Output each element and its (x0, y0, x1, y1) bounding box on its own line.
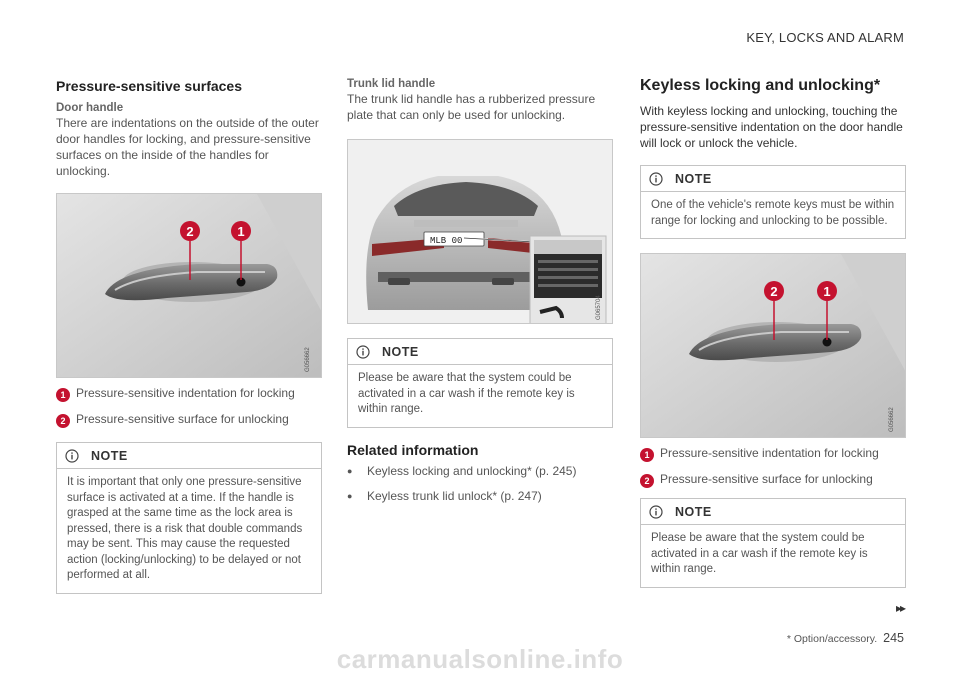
page-footer (787, 631, 904, 645)
bullet-icon: ● (347, 490, 353, 501)
note-box (56, 442, 322, 594)
info-icon (65, 449, 79, 463)
note-label: NOTE (91, 448, 128, 463)
page-section-title: KEY, LOCKS AND ALARM (746, 30, 904, 45)
note-label: NOTE (675, 171, 712, 186)
note-text: Please be aware that the system could be activated in a car wash if the remote key is within range. (651, 532, 868, 575)
callout-item (640, 446, 906, 462)
note-header (641, 166, 905, 192)
note-header (641, 499, 905, 525)
figure-code: G056662 (305, 347, 311, 372)
callout-text: Pressure-sensitive surface for unlocking (660, 472, 873, 486)
note-label: NOTE (382, 344, 419, 359)
continue-arrow-icon: ▸▸ (895, 601, 904, 615)
note-text: It is important that only one pressure-sensitive surface is activated at a time. If the handle is grasped at the same time as the lock area is pressed, there is a risk that double commands may be sent. This may cause the requested action (locking/unlocking) to be delayed or not performed at all. (67, 476, 303, 581)
related-list (347, 464, 613, 504)
column-trunk-lid (347, 78, 613, 514)
note-box (640, 498, 906, 588)
related-heading: Related information (347, 441, 479, 458)
note-box (640, 165, 906, 239)
callout-badge: 2 (56, 414, 70, 428)
related-link-text[interactable]: Keyless locking and unlocking* (p. 245) (367, 463, 577, 478)
callout-badge: 1 (640, 448, 654, 462)
callout-badge: 1 (56, 388, 70, 402)
note-label: NOTE (675, 504, 712, 519)
trunk-lid-figure (347, 139, 613, 324)
keyless-heading: Keyless locking and unlocking* (640, 77, 881, 94)
figure-callout-1: 1 (237, 224, 245, 239)
callout-list (56, 386, 322, 428)
note-box (347, 338, 613, 428)
note-text: Please be aware that the system could be activated in a car wash if the remote key is within range. (358, 372, 575, 415)
trunk-lid-paragraph: The trunk lid handle has a rubberized pressure plate that can only be used for unlocking. (347, 92, 596, 122)
figure-callout-2: 2 (186, 224, 194, 239)
door-handle-paragraph: There are indentations on the outside of the outer door handles for locking, and pressure-sensitive surfaces on the inside of the handles for unlocking. (56, 116, 319, 178)
subheading-trunk-lid-handle: Trunk lid handle (347, 78, 436, 90)
info-icon (649, 505, 663, 519)
keyless-paragraph: With keyless locking and unlocking, touching the pressure-sensitive indentation on the door handle will lock or unlock the vehicle. (640, 104, 903, 150)
callout-badge: 2 (640, 474, 654, 488)
column-keyless (640, 78, 906, 588)
callout-text: Pressure-sensitive indentation for locking (76, 386, 295, 400)
figure-code: G065704 (596, 295, 602, 320)
bullet-icon: ● (347, 465, 353, 476)
callout-text: Pressure-sensitive indentation for locking (660, 446, 879, 460)
related-link[interactable] (347, 489, 613, 504)
section-heading: Pressure-sensitive surfaces (56, 78, 242, 94)
note-header (348, 339, 612, 365)
door-handle-figure (640, 253, 906, 438)
footnote: * Option/accessory. (786, 633, 878, 645)
page-number: 245 (883, 631, 904, 645)
note-text: One of the vehicle's remote keys must be within range for locking and unlocking to be possible. (651, 199, 895, 227)
figure-code: G056662 (889, 407, 895, 432)
note-header (57, 443, 321, 469)
figure-callout-2: 2 (770, 284, 778, 299)
figure-callout-1: 1 (823, 284, 831, 299)
info-icon (356, 345, 370, 359)
callout-item (56, 412, 322, 428)
door-handle-figure (56, 193, 322, 378)
callout-item (640, 472, 906, 488)
callout-list (640, 446, 906, 488)
callout-text: Pressure-sensitive surface for unlocking (76, 412, 289, 426)
related-link-text[interactable]: Keyless trunk lid unlock* (p. 247) (367, 488, 542, 503)
callout-item (56, 386, 322, 402)
subheading-door-handle: Door handle (56, 102, 124, 114)
related-link[interactable] (347, 464, 613, 479)
info-icon (649, 172, 663, 186)
license-plate-text: MLB 00 (430, 236, 463, 246)
watermark: carmanualsonline.info (336, 644, 624, 674)
column-door-handle (56, 78, 322, 594)
